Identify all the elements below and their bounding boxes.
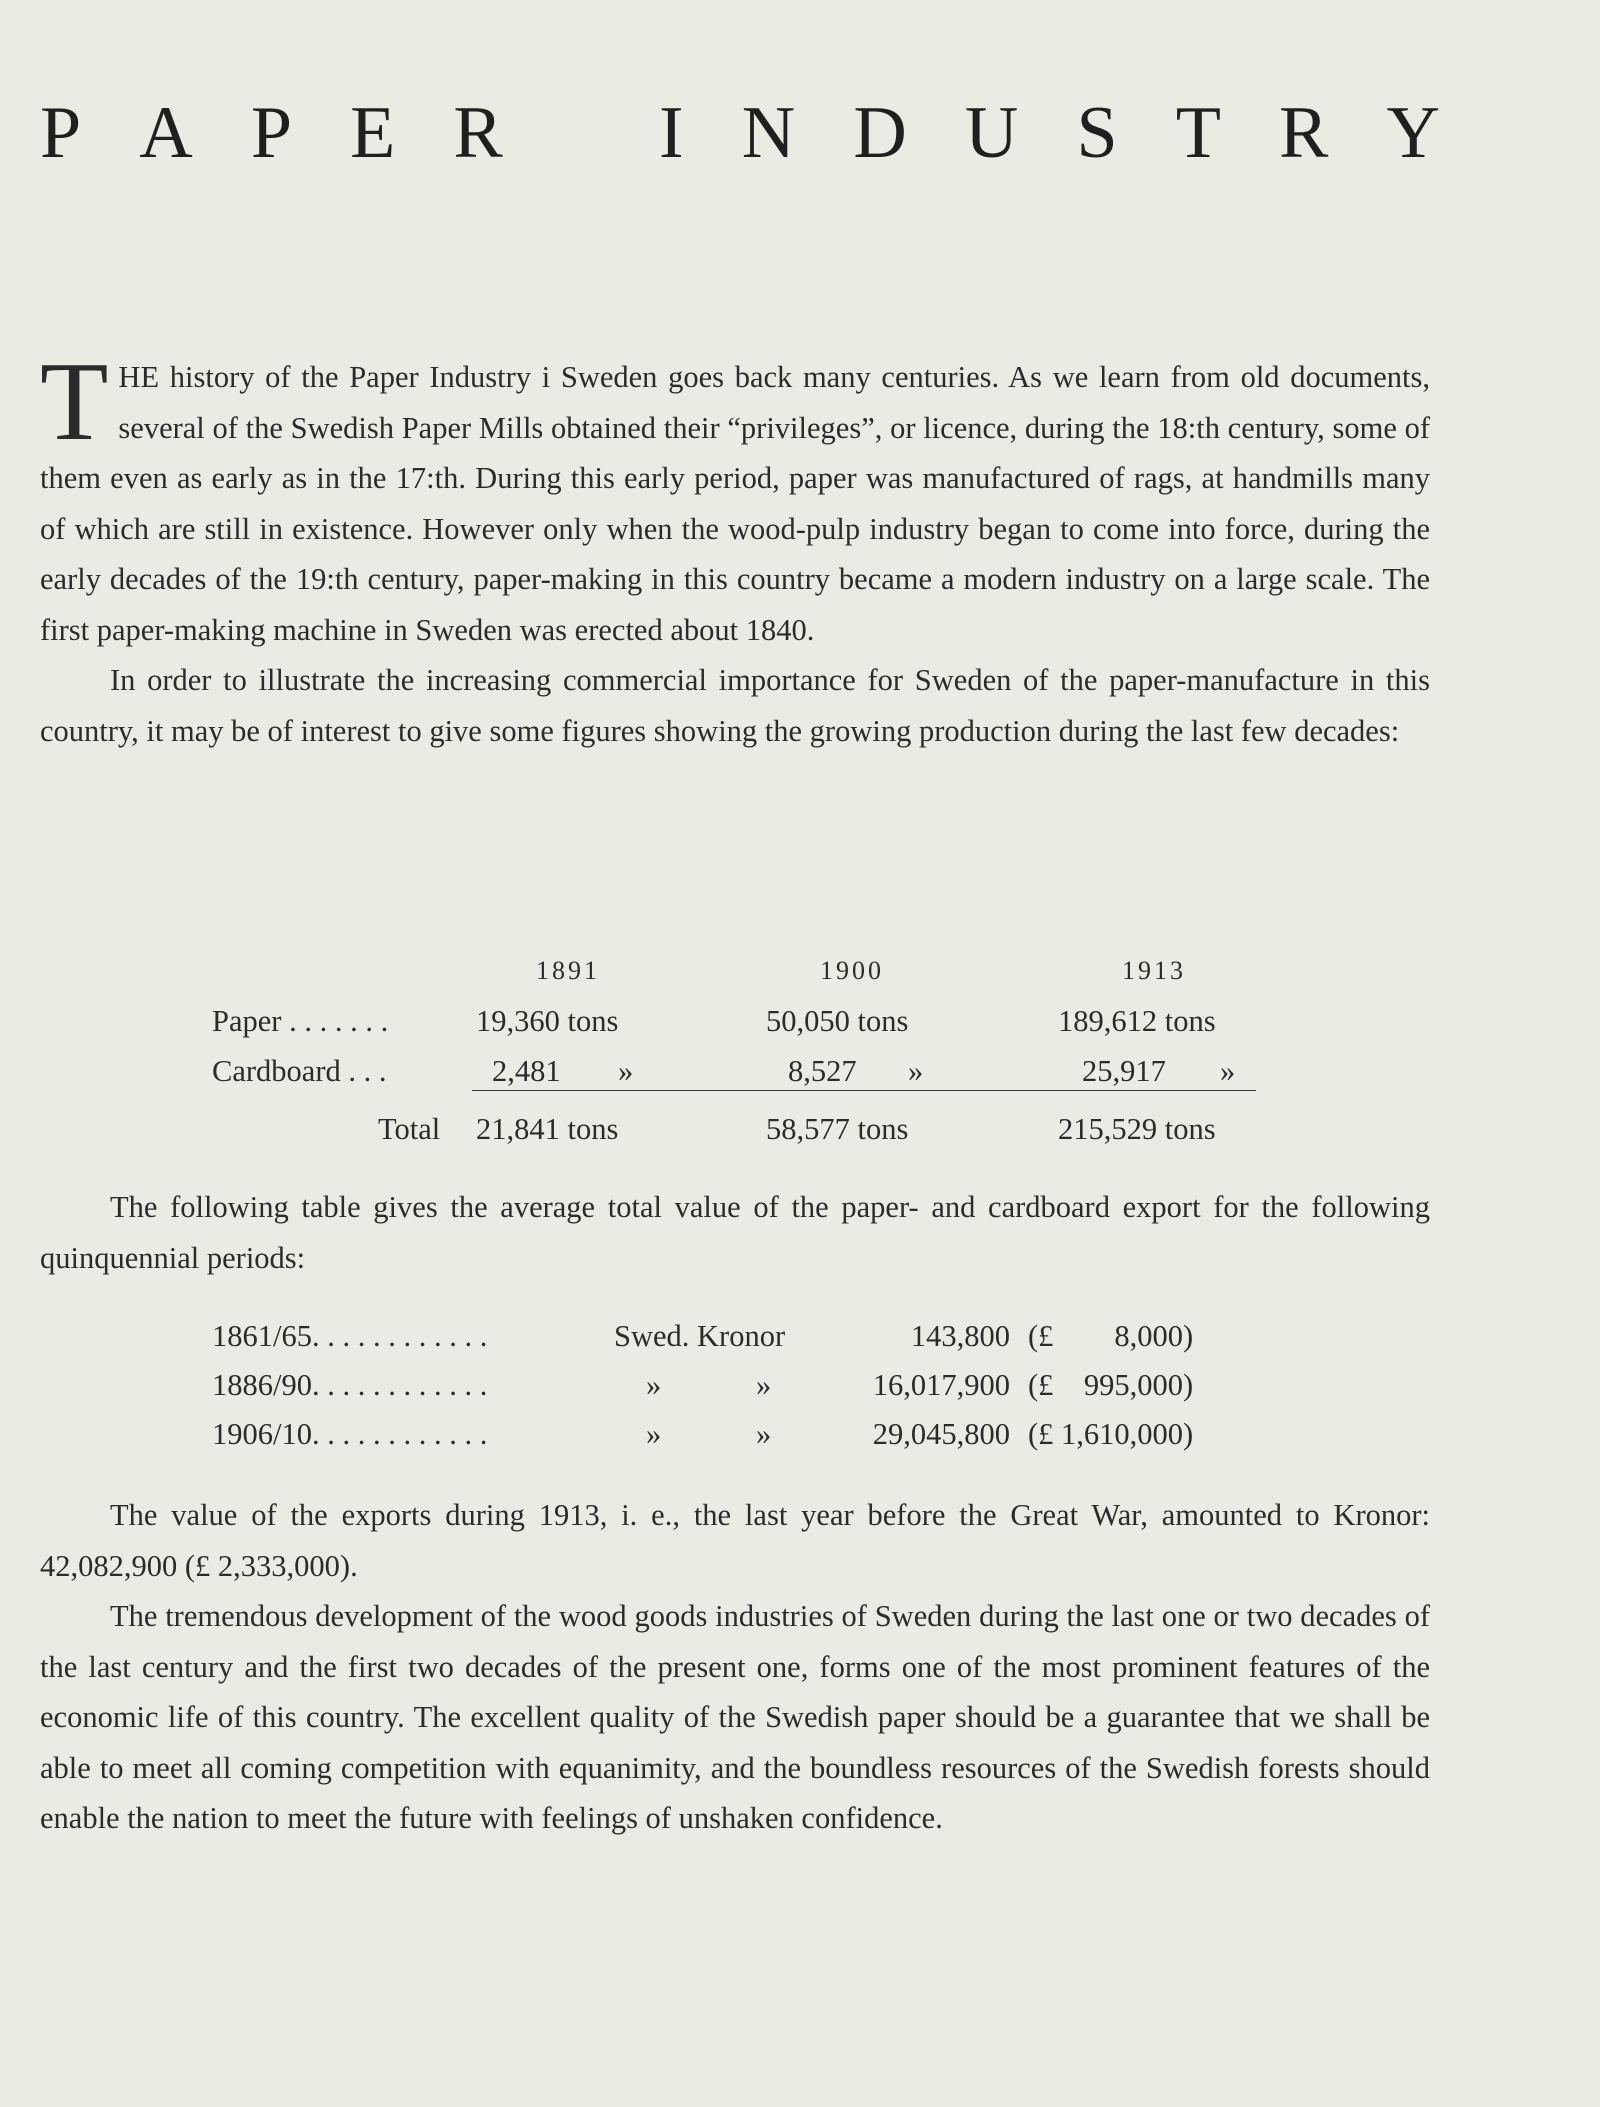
total-1900: 58,577 tons <box>766 1112 909 1146</box>
value-1891: 2,481 <box>492 1054 561 1088</box>
title-letter: N <box>741 92 796 174</box>
title-letter: S <box>1076 92 1118 174</box>
title-letter: U <box>964 92 1019 174</box>
export-row <box>210 1312 1250 1361</box>
total-1891: 21,841 tons <box>476 1112 619 1146</box>
title-letter: A <box>139 92 193 174</box>
production-table <box>210 946 1260 1154</box>
intro-paragraph-1-text: HE history of the Paper Industry i Sweden goes back many centuries. As we learn from old documents, several of the Swedish Paper Mills obtained their “privileges”, or licence, during the 18:th century, some of them even as early as in the 17:th. During this early period, paper was manufactured of rags, at handmills many of which are still in existence. However only when the wood-pulp industry began to come into force, during the early decades of the 19:th century, paper-making in this country became a modern industry on a large scale. The first paper-making machine in Sweden was erected about 1840. <box>40 360 1430 647</box>
currency: Swed. Kronor <box>614 1319 786 1353</box>
intro-paragraph-1 <box>40 340 1430 655</box>
value-kronor: 16,017,900 <box>872 1368 1010 1402</box>
ditto-mark: » <box>646 1368 662 1402</box>
total-label: Total <box>378 1112 441 1146</box>
export-intro-paragraph: The following table gives the average total value of the paper- and cardboard export for the following quinquennial periods: <box>40 1190 1430 1275</box>
ditto-mark: » <box>908 1054 924 1088</box>
title-letter: E <box>350 92 396 174</box>
period: 1861/65. . . . . . . . . . . . <box>212 1319 488 1353</box>
value-kronor: 29,045,800 <box>872 1417 1010 1451</box>
value-pounds: (£ 8,000) <box>1028 1319 1194 1353</box>
page-title <box>40 92 1440 174</box>
title-letter: P <box>250 92 292 174</box>
row-label: Paper . . . . . . . <box>212 1004 389 1038</box>
intro-paragraph-2: In order to illustrate the increasing commercial importance for Sweden of the paper-manufacture in this country, it may be of interest to give some figures showing the growing production during the last few decades: <box>40 663 1430 748</box>
ditto-mark: » <box>756 1417 772 1451</box>
export-table <box>210 1312 1250 1459</box>
ditto-mark: » <box>646 1417 662 1451</box>
production-header-row <box>210 946 1260 996</box>
year-1891: 1891 <box>536 956 600 985</box>
export-row <box>210 1361 1250 1410</box>
title-letter: Y <box>1386 92 1440 174</box>
production-total-row <box>210 1104 1260 1154</box>
period: 1886/90. . . . . . . . . . . . <box>212 1368 488 1402</box>
title-letter: P <box>40 92 82 174</box>
value-1891: 19,360 tons <box>476 1004 619 1038</box>
year-1913: 1913 <box>1122 956 1186 985</box>
row-label: Cardboard . . . <box>212 1054 387 1088</box>
title-letter: I <box>658 92 684 174</box>
title-letter: R <box>453 92 503 174</box>
year-1900: 1900 <box>820 956 884 985</box>
value-1913: 189,612 tons <box>1058 1004 1216 1038</box>
period: 1906/10. . . . . . . . . . . . <box>212 1417 488 1451</box>
value-pounds: (£ 995,000) <box>1028 1368 1194 1402</box>
export-intro <box>40 1182 1430 1283</box>
closing-paragraph-1: The value of the exports during 1913, i. e., the last year before the Great War, amounted to Kronor: 42,082,900 (£ 2,333,000). <box>40 1498 1430 1583</box>
ditto-mark: » <box>756 1368 772 1402</box>
value-1900: 8,527 <box>788 1054 857 1088</box>
ditto-mark: » <box>618 1054 634 1088</box>
closing-text <box>40 1490 1430 1844</box>
total-1913: 215,529 tons <box>1058 1112 1216 1146</box>
value-1913: 25,917 <box>1082 1054 1166 1088</box>
production-row-cardboard <box>210 1046 1260 1096</box>
intro-text <box>40 340 1430 756</box>
export-row <box>210 1410 1250 1459</box>
value-1900: 50,050 tons <box>766 1004 909 1038</box>
title-word-gap <box>561 96 601 170</box>
value-pounds: (£ 1,610,000) <box>1028 1417 1194 1451</box>
title-letter: R <box>1279 92 1329 174</box>
drop-cap: T <box>40 340 109 464</box>
ditto-mark: » <box>1220 1054 1236 1088</box>
title-letter: T <box>1175 92 1221 174</box>
value-kronor: 143,800 <box>910 1319 1010 1353</box>
closing-paragraph-2: The tremendous development of the wood goods industries of Sweden during the last one or two decades of the last century and the first two decades of the present one, forms one of the most prominent features of the economic life of this country. The excellent quality of the Swedish paper should be a guarantee that we shall be able to meet all coming competition with equanimity, and the boundless resources of the Swedish forests should enable the nation to meet the future with feelings of unshaken confidence. <box>40 1599 1430 1835</box>
production-row-paper <box>210 996 1260 1046</box>
title-letter: D <box>853 92 907 174</box>
total-rule <box>472 1090 1256 1091</box>
